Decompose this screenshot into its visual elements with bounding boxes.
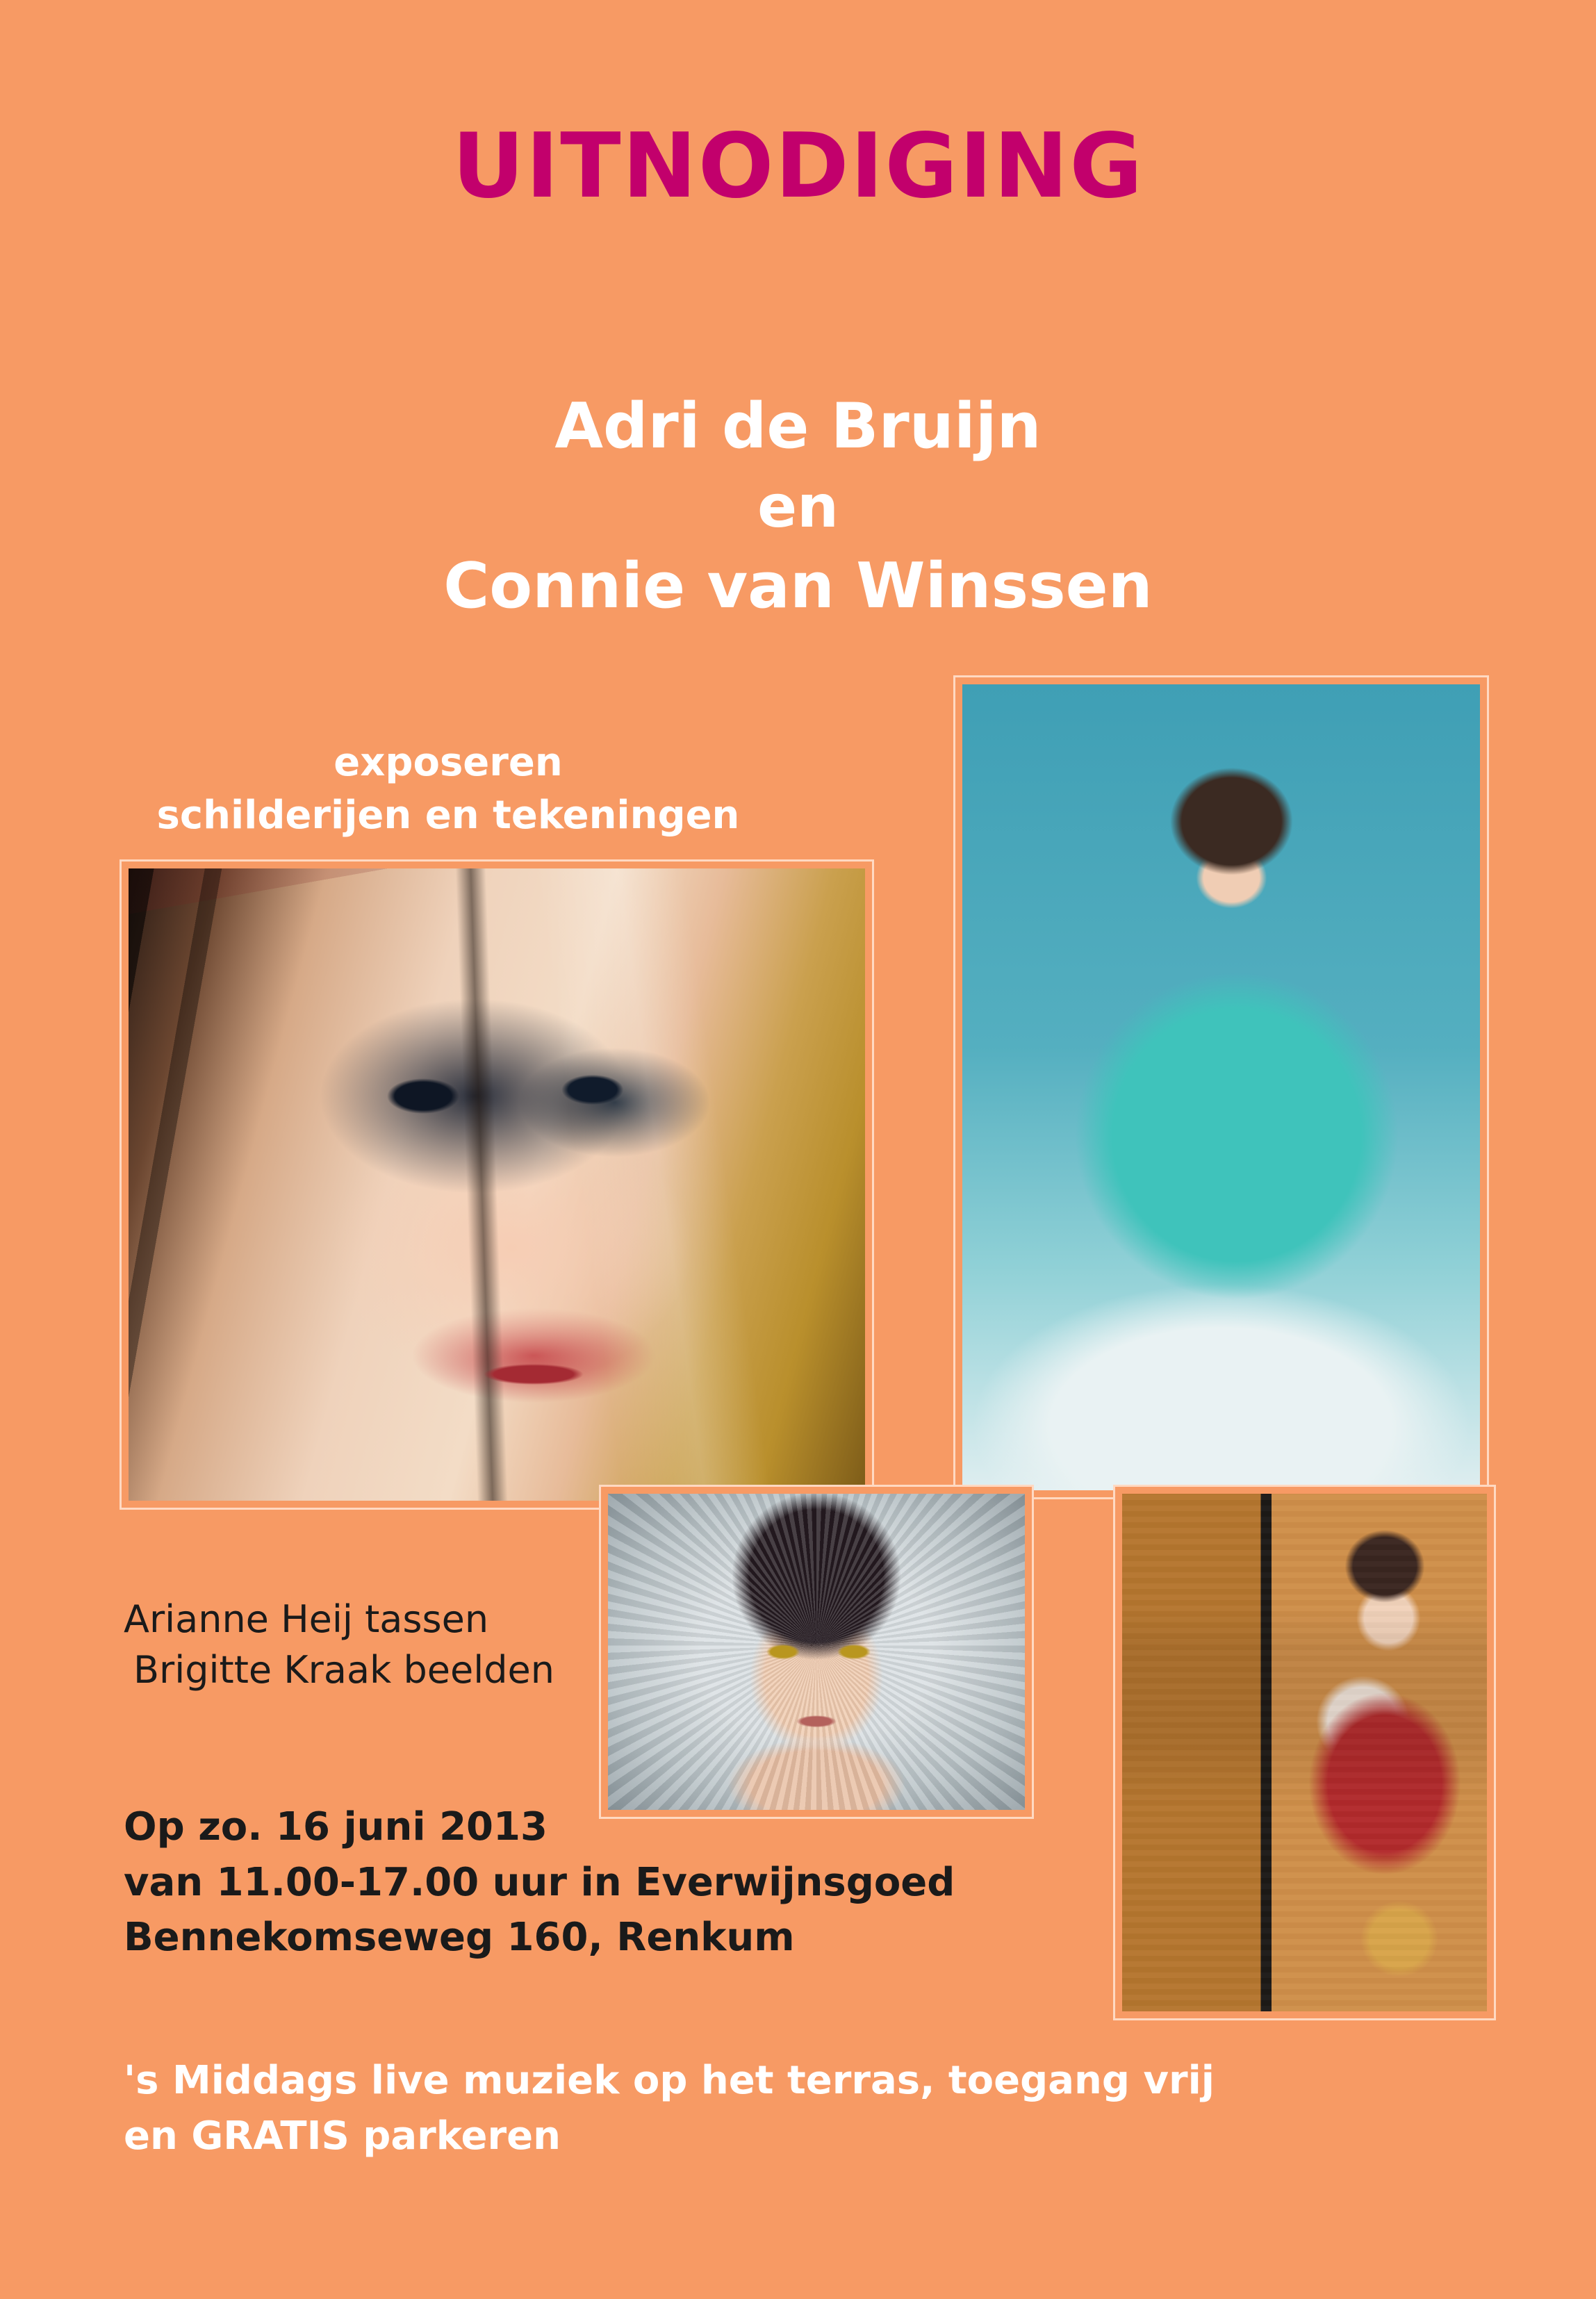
artwork-geisha-turquoise — [955, 677, 1487, 1497]
artist-name-1: Adri de Bruijn — [554, 390, 1042, 463]
exhibition-subtitle — [0, 736, 896, 841]
event-time-venue: van 11.00-17.00 uur in Everwijnsgoed — [124, 1859, 955, 1905]
artwork-geisha-red-image — [1122, 1494, 1487, 2011]
artwork-portrait-blonde — [122, 862, 872, 1508]
artwork-geisha-red — [1115, 1487, 1494, 2018]
artwork-geisha-turquoise-image — [962, 684, 1480, 1490]
artwork-portrait-darkhair — [601, 1487, 1032, 1817]
artwork-portrait-darkhair-image — [608, 1494, 1025, 1810]
footer-note — [124, 2053, 1215, 2164]
subtitle-line-1: exposeren — [334, 740, 563, 785]
artwork-portrait-blonde-image — [129, 868, 865, 1501]
credit-line-1: Arianne Heij tassen — [124, 1597, 489, 1641]
additional-credits — [124, 1595, 554, 1696]
event-date: Op zo. 16 juni 2013 — [124, 1804, 548, 1849]
artist-names — [0, 386, 1596, 627]
artist-name-2: Connie van Winssen — [443, 549, 1153, 623]
subtitle-line-2: schilderijen en tekeningen — [156, 792, 740, 838]
page-title: UITNODIGING — [452, 115, 1144, 218]
footer-line-1: 's Middags live muziek op het terras, toegang vrij — [124, 2058, 1215, 2103]
artist-conjunction: en — [757, 472, 839, 541]
event-address: Bennekomseweg 160, Renkum — [124, 1915, 795, 1961]
credit-line-2: Brigitte Kraak beelden — [133, 1647, 554, 1692]
footer-line-2: en GRATIS parkeren — [124, 2113, 561, 2159]
event-details — [124, 1799, 955, 1966]
